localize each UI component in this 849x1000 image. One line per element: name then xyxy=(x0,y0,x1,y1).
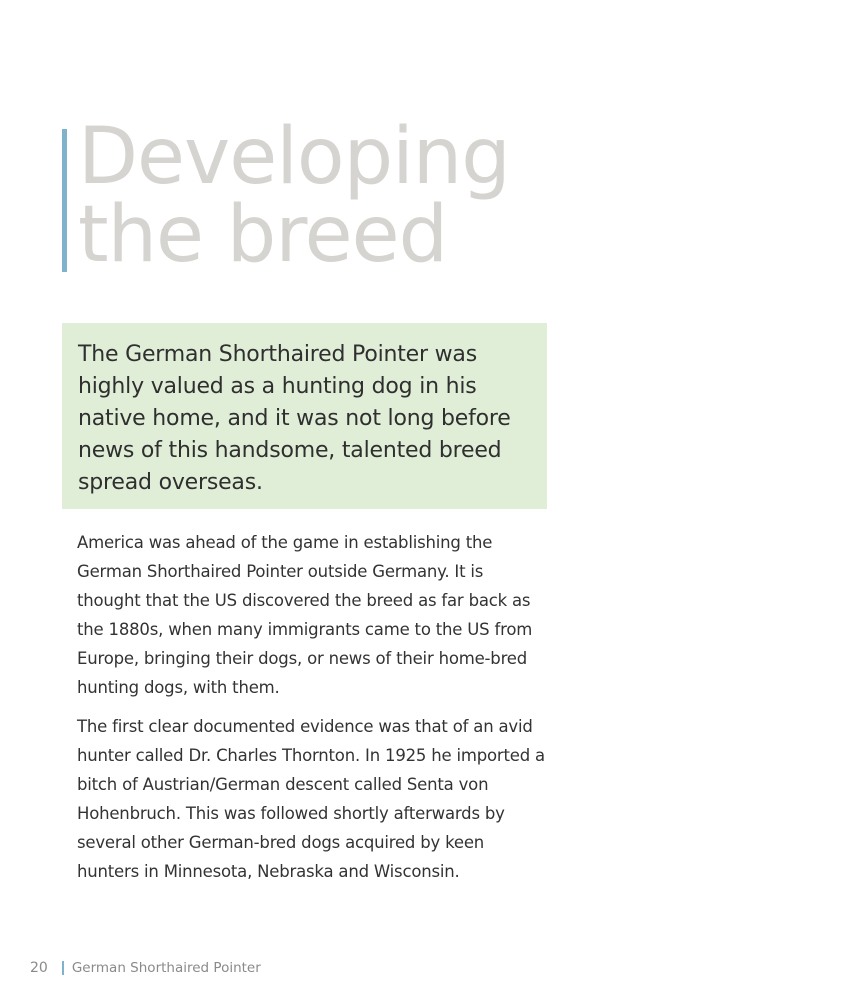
page-number: 20 xyxy=(30,960,48,976)
body-paragraph-2: The first clear documented evidence was that of an avid hunter called Dr. Charles Thornton. In 1925 he imported a bitch of Austrian/German descent called Senta von Hohenbruch. This was followed shortly afterwards by several other German-bred dogs acquired by keen hunters in Minnesota, Nebraska and Wisconsin. xyxy=(77,717,545,881)
body-text xyxy=(77,528,547,896)
page-title-line-1: Developing xyxy=(78,112,510,202)
intro-callout-box xyxy=(62,323,547,509)
body-paragraph-1: America was ahead of the game in establishing the German Shorthaired Pointer outside Germany. It is thought that the US discovered the breed as far back as the 1880s, when many immigrants came to the US from Europe, bringing their dogs, or news of their home-bred hunting dogs, with them. xyxy=(77,533,533,697)
intro-callout-text: The German Shorthaired Pointer was highly valued as a hunting dog in his native home, and it was not long before news of this handsome, talented breed spread overseas. xyxy=(78,342,511,495)
page-title xyxy=(78,112,510,280)
page-title-line-2: the breed xyxy=(78,190,448,280)
heading-accent-bar xyxy=(62,129,67,272)
page-footer xyxy=(30,958,261,978)
footer-divider xyxy=(62,961,64,975)
footer-book-title: German Shorthaired Pointer xyxy=(71,960,261,976)
